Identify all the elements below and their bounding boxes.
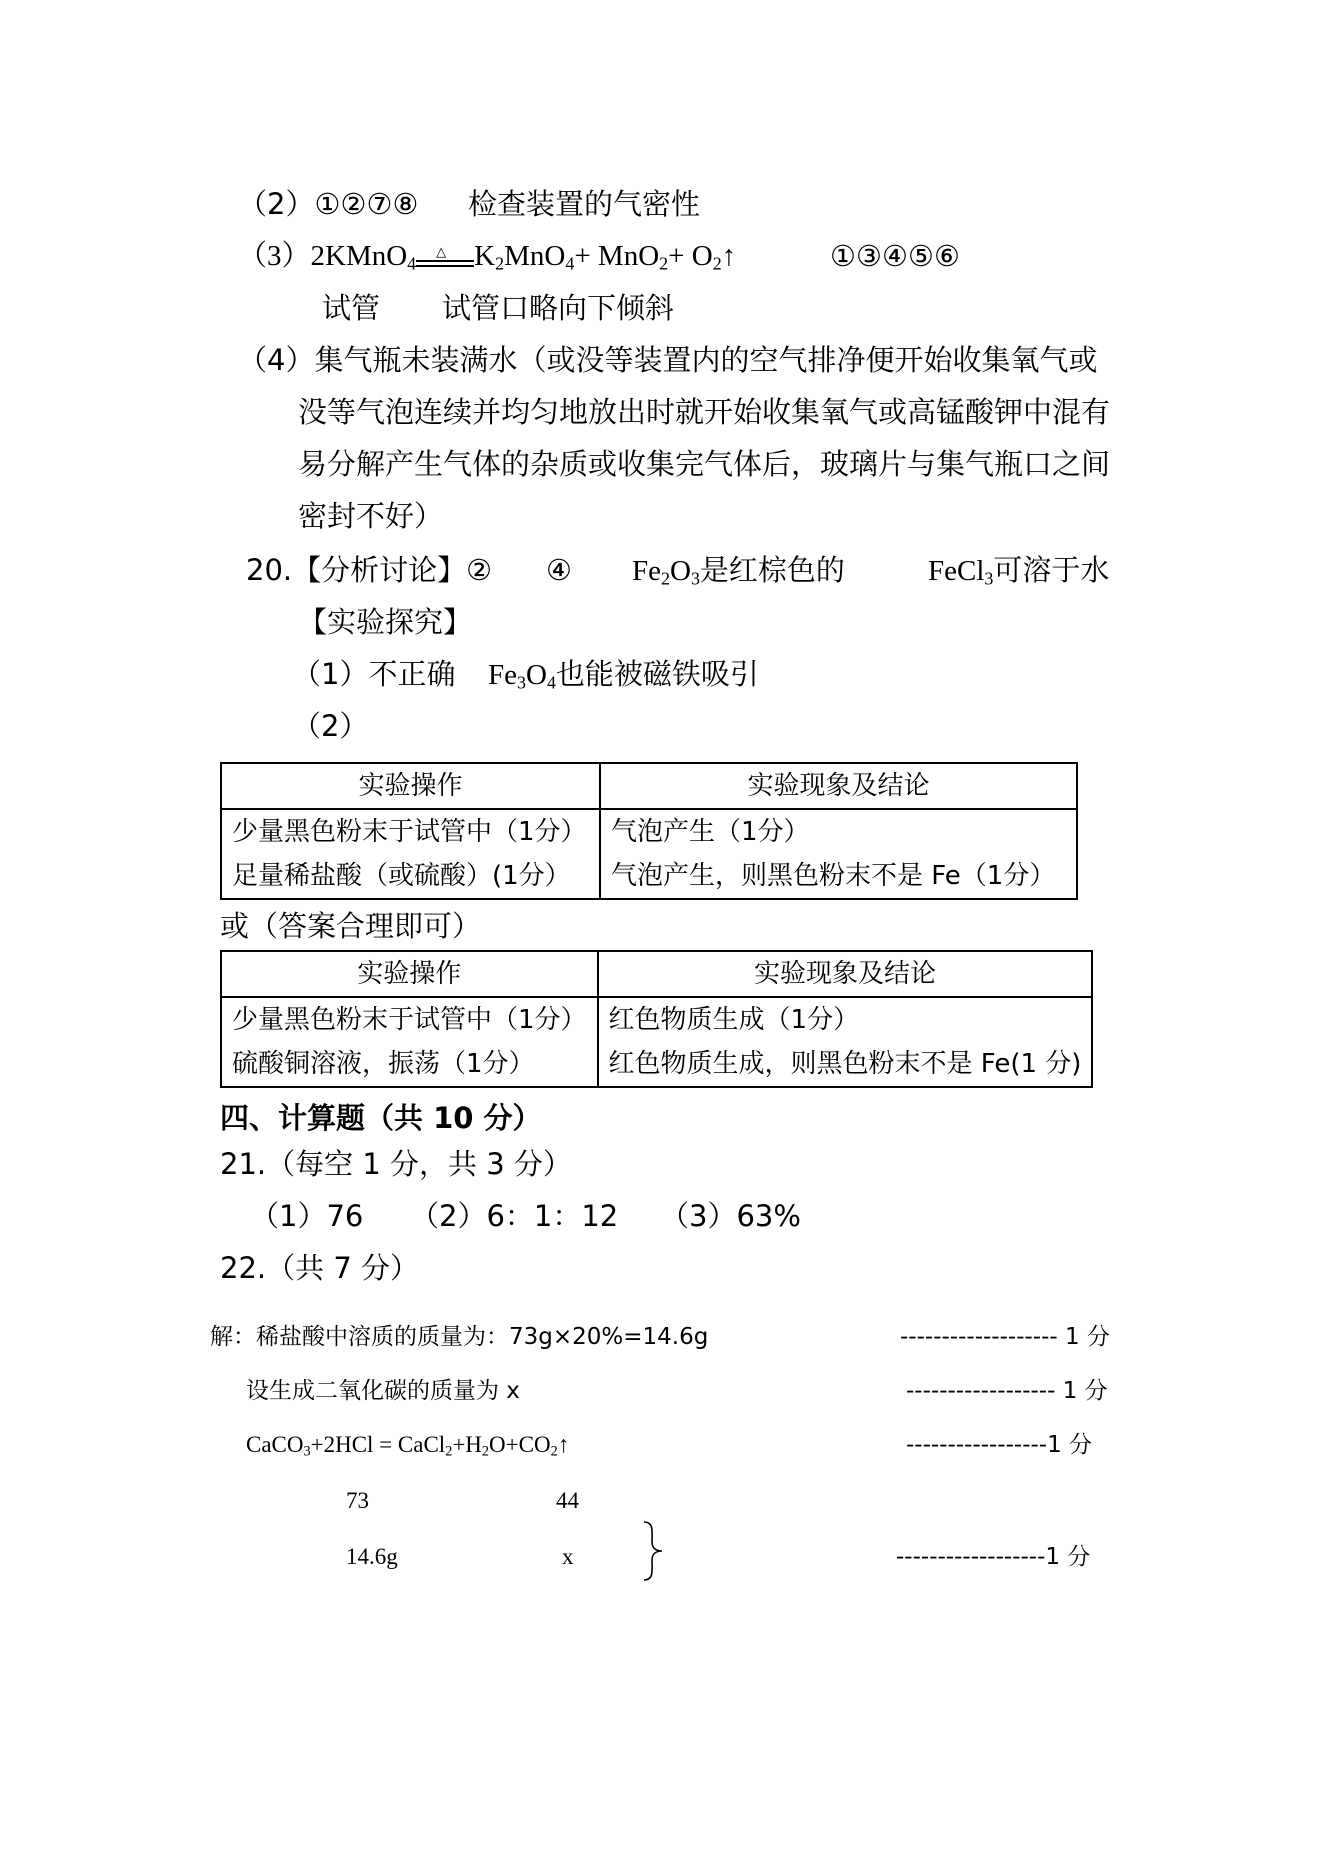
q19-part2-label: （2）①②⑦⑧ [238, 187, 419, 221]
q19-eq-sub: 2 [659, 253, 669, 274]
o-symbol: O [525, 659, 547, 691]
subscript: 3 [984, 568, 994, 589]
section4-heading: 四、计算题（共 10 分） [220, 1101, 542, 1135]
table2-op2: 硫酸铜溶液，振荡（1分） [232, 1049, 535, 1079]
fe-symbol: Fe [632, 555, 661, 587]
h-part: +H [452, 1432, 482, 1457]
q22-ratio-score: ------------------1 分 [896, 1544, 1091, 1570]
experiment-table-2 [220, 950, 1093, 1088]
q19-eq-product3: + O [668, 240, 713, 272]
heat-triangle-icon: △ [436, 244, 447, 260]
table2-res2: 红色物质生成，则黑色粉末不是 Fe(1 分) [608, 1049, 1082, 1079]
q20-part1-reason [488, 656, 759, 693]
q19-part3-equation [238, 238, 736, 274]
fe-symbol: Fe [488, 659, 517, 691]
q22-line1-score: ------------------- 1 分 [900, 1324, 1110, 1350]
q19-part4-line1: （4）集气瓶未装满水（或没等装置内的空气排净便开始收集氧气或 [238, 343, 1098, 377]
table2-header-operation: 实验操作 [221, 951, 598, 997]
q19-part3-choices: ①③④⑤⑥ [830, 239, 960, 273]
hcl-cacl-part: +2HCl = CaCl [310, 1432, 446, 1457]
q22-title: 22.（共 7 分） [220, 1251, 420, 1285]
q22-ratio-x: x [562, 1544, 574, 1569]
table2-operation-cell [221, 997, 598, 1087]
q20-part2-label: （2） [292, 709, 369, 743]
q19-eq-sub: 2 [712, 253, 722, 274]
table1-res1: 气泡产生（1分） [611, 817, 810, 847]
table1-header-result: 实验现象及结论 [600, 763, 1077, 809]
gas-arrow-icon: ↑ [721, 240, 737, 272]
q21-answer1: （1）76 [250, 1199, 364, 1233]
table2-result-cell [598, 997, 1093, 1087]
subscript: 2 [481, 1443, 490, 1460]
q21-title: 21.（每空 1 分，共 3 分） [220, 1147, 572, 1181]
q20-part1-text: 也能被磁铁吸引 [555, 657, 759, 691]
subscript: 2 [550, 1443, 558, 1460]
table1-op2: 足量稀盐酸（或硫酸）(1分） [232, 861, 571, 891]
heat-condition [416, 243, 474, 273]
caco-symbol: CaCO [246, 1432, 304, 1457]
table1-operation-cell [221, 809, 600, 899]
q19-part3-note: 试管口略向下倾斜 [442, 291, 675, 325]
q19-part3-instrument: 试管 [322, 291, 381, 325]
q21-answer2: （2）6：1：12 [410, 1199, 619, 1233]
q19-part4-line2: 没等气泡连续并均匀地放出时就开始收集氧气或高锰酸钾中混有 [298, 395, 1111, 429]
subscript: 2 [445, 1443, 453, 1460]
subscript: 2 [661, 568, 670, 589]
table2-op1: 少量黑色粉末于试管中（1分） [232, 1005, 587, 1035]
q22-line2-score: ------------------ 1 分 [906, 1378, 1108, 1404]
o-co-part: O+CO [489, 1432, 551, 1457]
q22-line2: 设生成二氧化碳的质量为 x [246, 1378, 520, 1404]
fecl-symbol: FeCl [928, 555, 985, 587]
subscript: 4 [546, 672, 556, 693]
q19-part2-answer: 检查装置的气密性 [468, 187, 701, 221]
subscript: 3 [517, 672, 526, 693]
q19-eq-sub: 4 [407, 253, 417, 274]
q20-or-text: 或（答案合理即可） [220, 909, 482, 943]
q19-eq-product2: + MnO [574, 240, 660, 272]
q19-eq-sub: 2 [495, 253, 505, 274]
q19-part4-line3: 易分解产生气体的杂质或收集完气体后，玻璃片与集气瓶口之间 [298, 447, 1111, 481]
q19-eq-sub: 4 [565, 253, 575, 274]
q20-part1-label: （1）不正确 [292, 657, 456, 691]
q22-line3-score: -----------------1 分 [906, 1432, 1093, 1458]
q21-answer3: （3）63% [660, 1199, 801, 1233]
q20-discussion-b: ④ [546, 553, 572, 587]
q20-discussion-d-text: 可溶于水 [993, 553, 1110, 587]
table1-res2: 气泡产生，则黑色粉末不是 Fe（1分） [611, 861, 1056, 891]
q20-discussion-d [928, 552, 1109, 589]
table1-op1: 少量黑色粉末于试管中（1分） [232, 817, 587, 847]
o-symbol: O [669, 555, 691, 587]
q20-discussion-c [632, 552, 845, 589]
subscript: 3 [303, 1443, 311, 1460]
table2-header-result: 实验现象及结论 [598, 951, 1093, 997]
right-brace-icon [640, 1520, 670, 1582]
q22-equation [246, 1430, 569, 1460]
q22-ratio-73: 73 [346, 1488, 369, 1513]
q22-ratio-14.6g: 14.6g [346, 1544, 398, 1569]
subscript: 3 [690, 568, 700, 589]
experiment-table-1 [220, 762, 1078, 900]
gas-arrow-icon: ↑ [557, 1432, 570, 1457]
q19-eq-product1: K [474, 240, 496, 272]
q19-eq-reactant: （3）2KMnO [238, 240, 408, 272]
table2-res1: 红色物质生成（1分） [608, 1005, 860, 1035]
q22-line1: 解：稀盐酸中溶质的质量为：73g×20%=14.6g [210, 1324, 709, 1350]
table1-result-cell [600, 809, 1077, 899]
table1-header-operation: 实验操作 [221, 763, 600, 809]
q20-discussion-label: 20.【分析讨论】② [246, 553, 493, 587]
q19-eq-product1b: MnO [504, 240, 566, 272]
q22-ratio-44: 44 [556, 1488, 579, 1513]
q19-part4-line4: 密封不好） [298, 499, 444, 533]
q20-explore-heading: 【实验探究】 [298, 605, 473, 639]
q20-discussion-c-text: 是红棕色的 [699, 553, 845, 587]
